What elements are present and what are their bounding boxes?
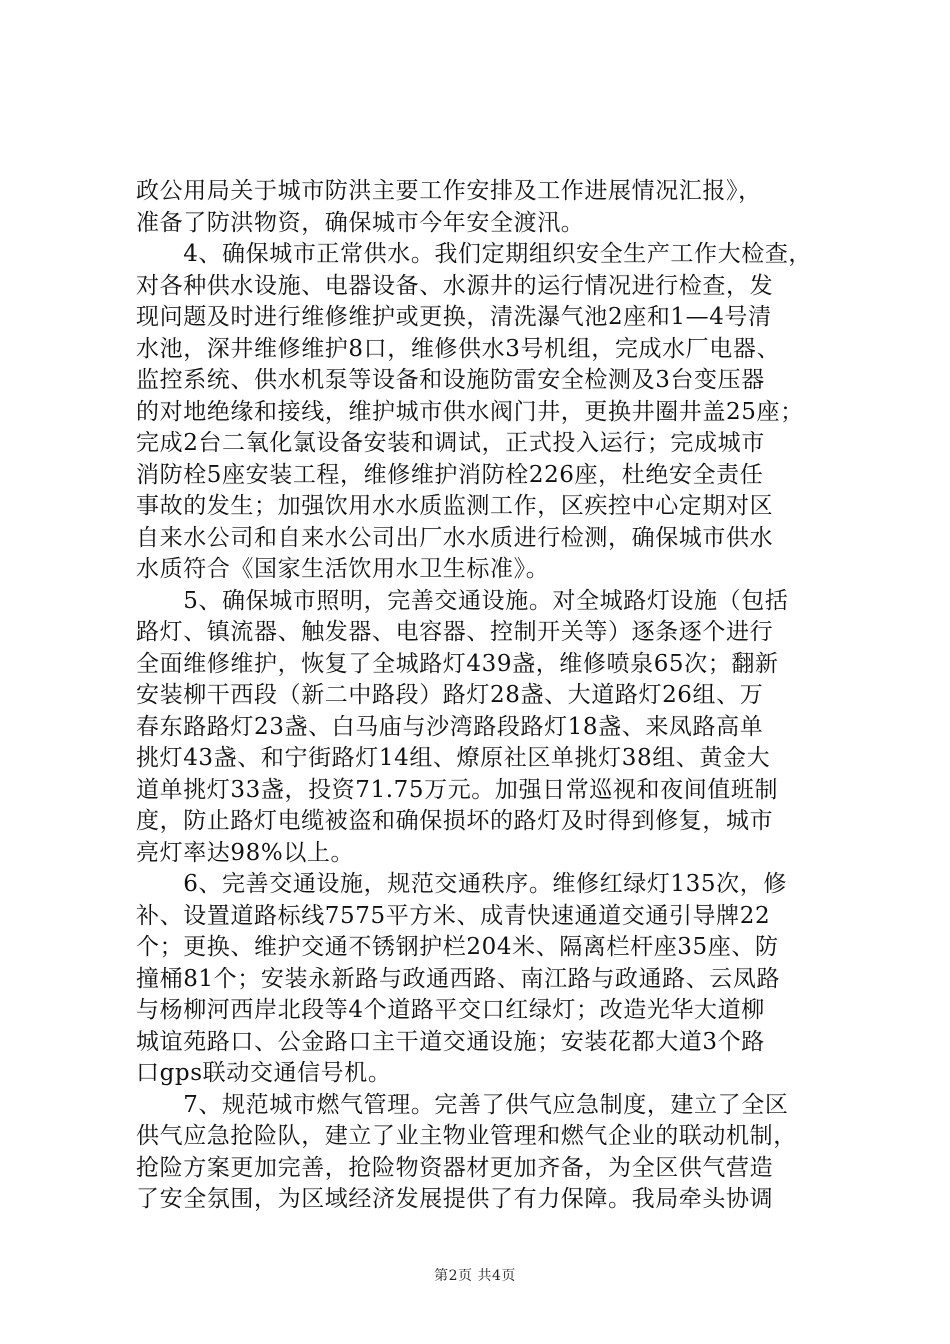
text-line: 补、设置道路标线7575平方米、成青快速通道交通引导牌22	[136, 902, 771, 929]
text-line: 政公用局关于城市防洪主要工作安排及工作进展情况汇报》，	[136, 178, 762, 204]
text-line: 5、确保城市照明，完善交通设施。对全城路灯设施（包括	[136, 587, 789, 614]
text-line: 水池，深井维修维护8口，维修供水3号机组，完成水厂电器、	[136, 335, 781, 362]
text-line: 与杨柳河西岸北段等4个道路平交口红绿灯；改造光华大道柳	[136, 997, 765, 1023]
text-line: 全面维修维护，恢复了全城路灯439盏，维修喷泉65次；翻新	[136, 650, 779, 677]
text-line: 个；更换、维护交通不锈钢护栏204米、隔离栏杆座35座、防	[136, 934, 779, 960]
text-line: 准备了防洪物资，确保城市今年安全渡汛。	[136, 209, 585, 236]
text-line: 抢险方案更加完善，抢险物资器材更加齐备，为全区供气营造	[136, 1154, 774, 1181]
page-footer: 第2页 共4页	[434, 1268, 516, 1284]
text-line: 消防栓5座安装工程，维修维护消防栓226座，杜绝安全责任	[136, 461, 764, 488]
text-line: 亮灯率达98%以上。	[136, 839, 355, 866]
text-line: 的对地绝缘和接线，维护城市供水阀门井，更换井圈井盖25座；	[136, 398, 804, 425]
text-line: 对各种供水设施、电器设备、水源井的运行情况进行检查，发	[136, 272, 774, 299]
text-line: 事故的发生；加强饮用水水质监测工作，区疾控中心定期对区	[136, 493, 774, 519]
text-line: 自来水公司和自来水公司出厂水水质进行检测，确保城市供水	[136, 524, 774, 551]
text-line: 口gps联动交通信号机。	[136, 1060, 392, 1086]
text-line: 道单挑灯33盏，投资71.75万元。加强日常巡视和夜间值班制	[136, 776, 779, 803]
text-line: 4、确保城市正常供水。我们定期组织安全生产工作大检查，	[136, 241, 813, 267]
text-line: 路灯、镇流器、触发器、电容器、控制开关等）逐条逐个进行	[136, 619, 774, 645]
text-line: 挑灯43盏、和宁街路灯14组、燎原社区单挑灯38组、黄金大	[136, 745, 771, 771]
text-line: 了安全氛围，为区域经济发展提供了有力保障。我局牵头协调	[136, 1186, 774, 1212]
text-line: 度，防止路灯电缆被盗和确保损坏的路灯及时得到修复，城市	[136, 808, 774, 834]
text-line: 现问题及时进行维修维护或更换，清洗瀑气池2座和1—4号清	[136, 304, 772, 330]
text-line: 完成2台二氧化氯设备安装和调试，正式投入运行；完成城市	[136, 430, 765, 456]
text-line: 水质符合《国家生活饮用水卫生标准》。	[136, 556, 550, 582]
text-line: 供气应急抢险队，建立了业主物业管理和燃气企业的联动机制，	[136, 1123, 797, 1149]
text-line: 撞桶81个；安装永新路与政通西路、南江路与政通路、云凤路	[136, 965, 781, 992]
text-line: 7、规范城市燃气管理。完善了供气应急制度，建立了全区	[136, 1091, 789, 1118]
document-body	[136, 176, 826, 1216]
text-line: 春东路路灯23盏、白马庙与沙湾路段路灯18盏、来凤路高单	[136, 713, 764, 740]
text-line: 安装柳干西段（新二中路段）路灯28盏、大道路灯26组、万	[136, 682, 764, 708]
text-line: 监控系统、供水机泵等设备和设施防雷安全检测及3台变压器	[136, 367, 765, 393]
text-line: 城谊苑路口、公金路口主干道交通设施；安装花都大道3个路	[136, 1028, 765, 1055]
text-line: 6、完善交通设施，规范交通秩序。维修红绿灯135次，修	[136, 871, 787, 897]
